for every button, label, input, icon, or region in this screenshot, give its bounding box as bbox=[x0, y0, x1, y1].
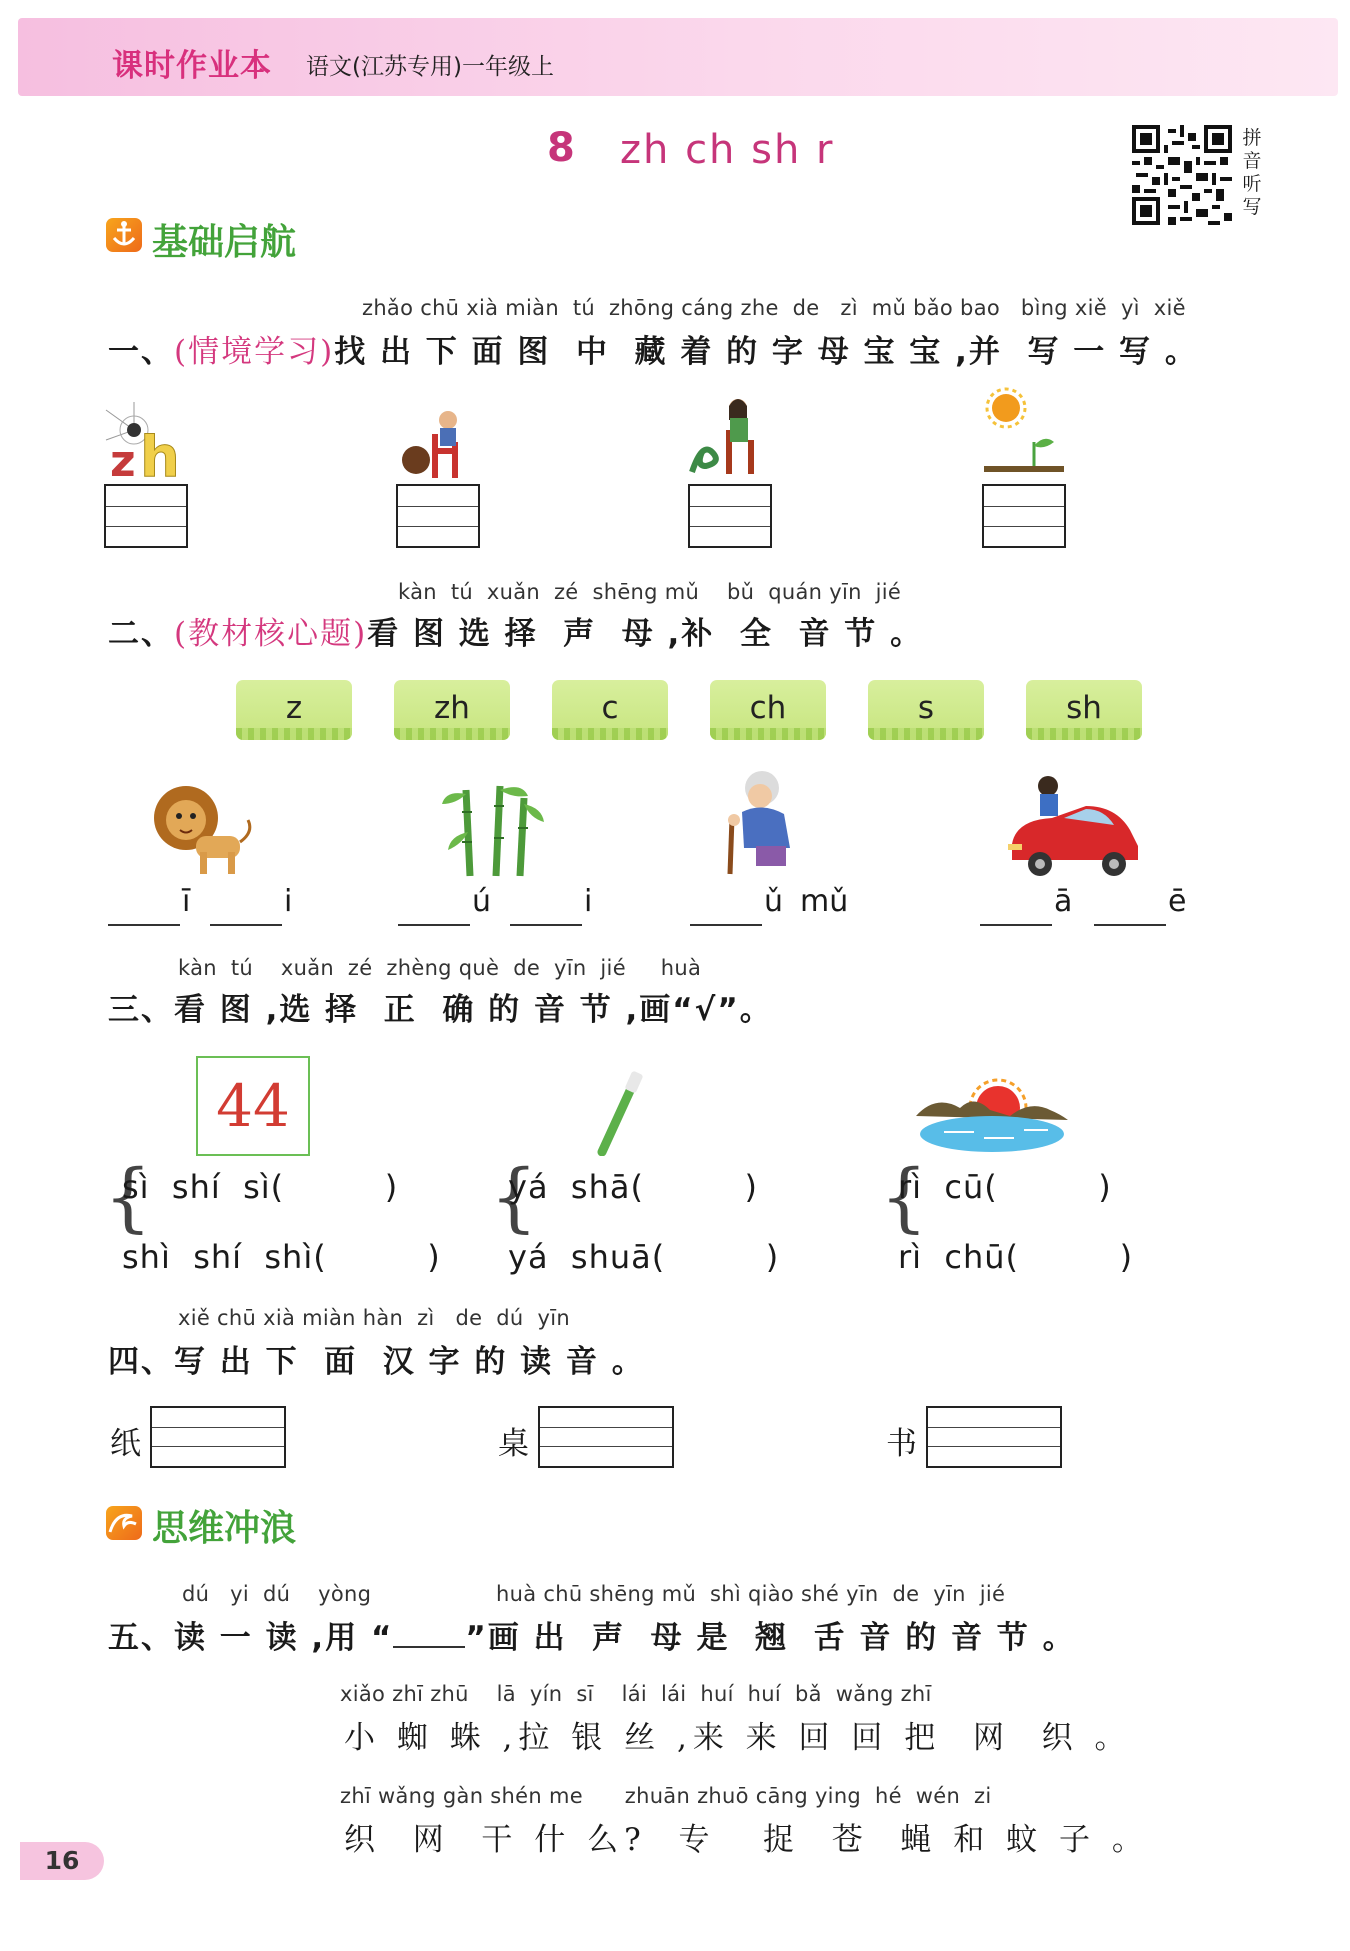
left-brace: { bbox=[104, 1153, 152, 1241]
number-card: 44 bbox=[196, 1056, 310, 1156]
svg-text:h: h bbox=[140, 425, 180, 480]
page-number: 16 bbox=[20, 1842, 104, 1880]
q5-pinyin-a: dú yi dú yòng bbox=[182, 1582, 372, 1606]
q2-question bbox=[108, 608, 923, 653]
q2-number: 二、 bbox=[108, 616, 174, 652]
q1-question bbox=[108, 326, 1198, 371]
q2-blank-5[interactable] bbox=[690, 924, 762, 926]
initial-card-c: c bbox=[552, 680, 668, 740]
qr-label: 拼音听写 bbox=[1242, 127, 1262, 218]
q2-syllable: i bbox=[584, 884, 593, 919]
q4-question: 四、写 出 下 面 汉 字 的 读 音 。 bbox=[108, 1344, 645, 1380]
svg-text:z: z bbox=[110, 436, 136, 480]
q4-char: 桌 bbox=[498, 1426, 529, 1462]
q3-option[interactable]: rì chū( ) bbox=[898, 1238, 1134, 1276]
sunrise-illustration bbox=[914, 1066, 1070, 1156]
section-title-basic: 基础启航 bbox=[152, 222, 297, 263]
poem-line1-pinyin: xiǎo zhī zhū lā yín sī lái lái huí huí bǎ wǎng zhī bbox=[340, 1682, 932, 1706]
q4-char: 纸 bbox=[110, 1426, 141, 1462]
q5-question bbox=[108, 1612, 1076, 1657]
q4-char: 书 bbox=[886, 1426, 917, 1462]
q2-text: 看 图 选 择 声 母 ,补 全 音 节 。 bbox=[367, 616, 924, 652]
initial-card-z: z bbox=[236, 680, 352, 740]
underline-sample bbox=[393, 1624, 465, 1648]
q3-option[interactable]: yá shuā( ) bbox=[508, 1238, 780, 1276]
q2-syllable: ā bbox=[1054, 884, 1073, 919]
left-brace: { bbox=[880, 1153, 928, 1241]
q4-writing-box-3[interactable] bbox=[926, 1406, 1062, 1468]
boy-on-chair-illustration bbox=[398, 404, 478, 480]
poem-line1[interactable]: 小 蜘 蛛 ,拉 银 丝 ,来 来 回 回 把 网 织 。 bbox=[344, 1720, 1132, 1756]
q4-writing-box-2[interactable] bbox=[538, 1406, 674, 1468]
q1-tag: (情境学习) bbox=[174, 334, 335, 370]
q2-blank-3[interactable] bbox=[398, 924, 470, 926]
q4-pinyin: xiě chū xià miàn hàn zì de dú yīn bbox=[178, 1306, 570, 1330]
q1-text: 找 出 下 面 图 中 藏 着 的 字 母 宝 宝 ,并 写 一 写 。 bbox=[334, 334, 1198, 370]
initial-card-sh: sh bbox=[1026, 680, 1142, 740]
q2-blank-7[interactable] bbox=[1094, 924, 1166, 926]
spider-letters-illustration bbox=[104, 400, 188, 480]
q2-syllable: ē bbox=[1168, 884, 1187, 919]
book-subject: 语文(江苏专用)一年级上 bbox=[306, 54, 554, 80]
qr-code-icon[interactable] bbox=[1132, 125, 1232, 225]
girl-on-chair-illustration bbox=[686, 394, 772, 478]
poem-line2[interactable]: 织 网 干 什 么? 专 捉 苍 蝇 和 蚊 子 。 bbox=[344, 1822, 1149, 1858]
q2-pinyin: kàn tú xuǎn zé shēng mǔ bǔ quán yīn jié bbox=[398, 580, 902, 604]
q1-writing-box-3[interactable] bbox=[688, 484, 772, 548]
q3-option[interactable]: sì shí sì( ) bbox=[122, 1168, 399, 1206]
q2-syllable: ǔ bbox=[764, 884, 784, 919]
sun-sprout-illustration bbox=[978, 386, 1068, 478]
q2-blank-4[interactable] bbox=[510, 924, 582, 926]
q2-blank-6[interactable] bbox=[980, 924, 1052, 926]
section-title-think: 思维冲浪 bbox=[152, 1508, 297, 1549]
q1-writing-box-2[interactable] bbox=[396, 484, 480, 548]
q3-option[interactable]: shì shí shì( ) bbox=[122, 1238, 441, 1276]
car-illustration bbox=[1004, 772, 1146, 878]
q5-suffix: ”画 出 声 母 是 翘 舌 音 的 音 节 。 bbox=[465, 1620, 1076, 1656]
q1-writing-box-4[interactable] bbox=[982, 484, 1066, 548]
lesson-number: 8 bbox=[547, 125, 575, 171]
left-brace: { bbox=[490, 1153, 538, 1241]
lion-illustration bbox=[146, 782, 256, 878]
q2-syllable: mǔ bbox=[800, 884, 849, 919]
poem-line2-pinyin: zhī wǎng gàn shén me zhuān zhuō cāng ying hé wén zi bbox=[340, 1784, 992, 1808]
book-brand: 课时作业本 bbox=[112, 48, 272, 84]
q2-tag: (教材核心题) bbox=[174, 616, 368, 652]
q3-pinyin: kàn tú xuǎn zé zhèng què de yīn jié huà bbox=[178, 956, 702, 980]
q3-question: 三、看 图 ,选 择 正 确 的 音 节 ,画“√”。 bbox=[108, 992, 773, 1028]
q3-option[interactable]: rì cū( ) bbox=[898, 1168, 1112, 1206]
q5-prefix: 五、读 一 读 ,用 “ bbox=[108, 1620, 394, 1656]
initial-card-zh: zh bbox=[394, 680, 510, 740]
lesson-title: zh ch sh r bbox=[620, 127, 835, 173]
q2-blank-2[interactable] bbox=[210, 924, 282, 926]
toothbrush-illustration bbox=[592, 1070, 648, 1156]
q2-blank-1[interactable] bbox=[108, 924, 180, 926]
q2-syllable: i bbox=[284, 884, 293, 919]
grandma-illustration bbox=[722, 768, 812, 878]
initial-card-s: s bbox=[868, 680, 984, 740]
q1-number: 一、 bbox=[108, 334, 174, 370]
bamboo-illustration bbox=[440, 782, 550, 878]
q1-pinyin: zhǎo chū xià miàn tú zhōng cáng zhe de zì mǔ bǎo bao bìng xiě yì xiě bbox=[362, 296, 1186, 320]
q1-writing-box-1[interactable] bbox=[104, 484, 188, 548]
q3-option[interactable]: yá shā( ) bbox=[508, 1168, 758, 1206]
q2-syllable: ī bbox=[182, 884, 191, 919]
q2-syllable: ú bbox=[472, 884, 492, 919]
q4-writing-box-1[interactable] bbox=[150, 1406, 286, 1468]
wave-icon bbox=[106, 1506, 142, 1540]
q5-pinyin-b: huà chū shēng mǔ shì qiào shé yīn de yīn jié bbox=[496, 1582, 1006, 1606]
initial-card-ch: ch bbox=[710, 680, 826, 740]
anchor-icon bbox=[106, 218, 142, 252]
